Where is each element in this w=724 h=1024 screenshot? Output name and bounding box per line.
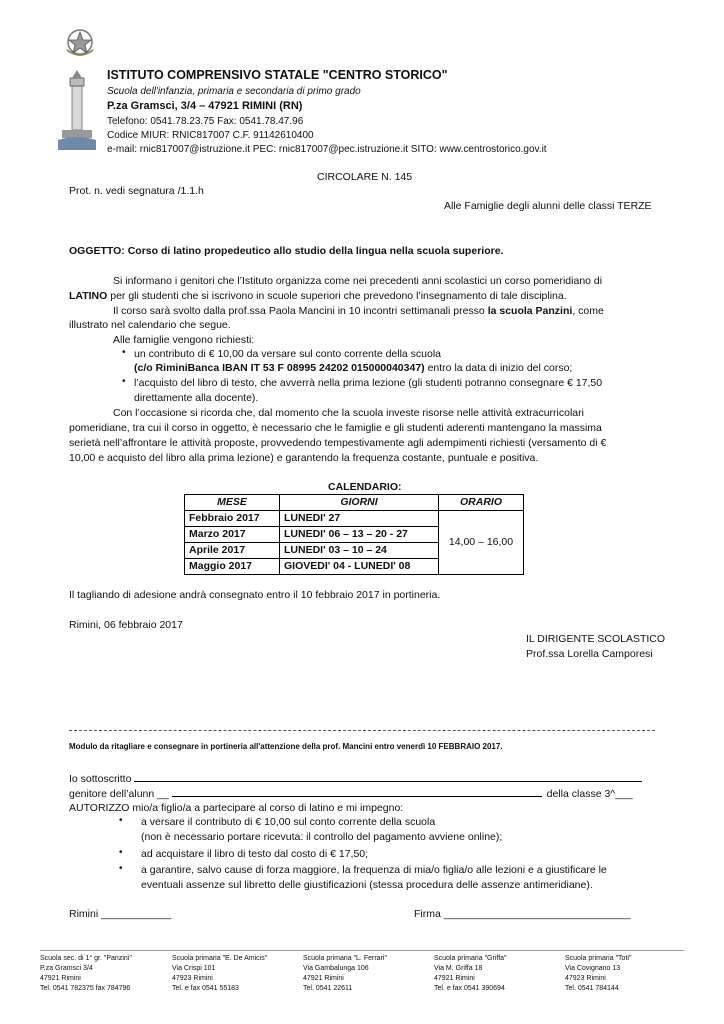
class-label: della classe 3^___ — [546, 788, 633, 800]
form-item3-line1: a garantire, salvo cause di forza maggiore, la frequenza di mia/o figlia/o alle lezioni e a giustificare le — [141, 864, 607, 876]
cell-giorni: GIOVEDI' 04 - LUNEDI' 08 — [280, 559, 439, 575]
footer-school-deamicis — [172, 954, 267, 994]
bullet1-rest: entro la data di inizio del corso; — [424, 362, 573, 374]
latino-bold: LATINO — [69, 290, 108, 302]
calendar-table — [184, 494, 524, 575]
date-place: Rimini, 06 febbraio 2017 — [69, 619, 183, 631]
signature-name: Prof.ssa Lorella Camporesi — [526, 648, 653, 660]
footer-school-city: 47923 Rimini — [565, 975, 606, 982]
footer-school-ferrari — [303, 954, 387, 994]
footer-school-name: Scuola primaria "Toti" — [565, 955, 632, 962]
cell-orario: 14,00 – 16,00 — [439, 511, 524, 575]
footer-school-addr: Via Crispi 101 — [172, 965, 216, 972]
recipients: Alle Famiglie degli alunni delle classi TERZE — [444, 200, 652, 212]
bullet1-line1: un contributo di € 10,00 da versare sul conto corrente della scuola — [134, 348, 442, 360]
panzini-bold: la scuola Panzini — [487, 305, 573, 317]
school-codes: Codice MIUR: RNIC817007 C.F. 91142610400 — [107, 130, 314, 141]
cell-mese: Marzo 2017 — [185, 527, 280, 543]
footer-school-name: Scuola primaria "E. De Amicis" — [172, 955, 268, 962]
form-line1 — [69, 771, 642, 787]
body-p1-line1: Si informano i genitori che l’Istituto organizza come nei precedenti anni scolastici un corso pomeridiano di — [113, 275, 603, 287]
form-item1-line1: a versare il contributo di € 10,00 sul conto corrente della scuola — [141, 816, 436, 828]
iban-bold: (c/o RiminiBanca IBAN IT 53 F 08995 24202 015000040347) — [134, 362, 425, 374]
parent-label: genitore dell’alunn __ — [69, 788, 169, 800]
bullet-icon: • — [122, 376, 126, 387]
footer-school-tel: Tel. e fax 0541 390694 — [434, 985, 505, 992]
student-name-field[interactable] — [172, 786, 542, 797]
form-item1-line2: (non è necessario portare ricevuta: il controllo del pagamento avviene online); — [141, 831, 503, 843]
bullet2-line1: l’acquisto del libro di testo, che avverrà nella prima lezione (gli studenti potranno consegnare € 17,50 — [134, 377, 603, 389]
footer-school-name: Scuola sec. di 1° gr. "Panzini" — [40, 955, 132, 962]
body-p4-line4: 10,00 e acquisto del libro alla prima lezione) e garantendo la frequenza costante, puntuale e positiva. — [69, 452, 539, 464]
body-p4-line3: serietà nell’affrontare le attività proposte, provvedendo tempestivamente agli adempimenti richiesti (versamento di € — [69, 437, 607, 449]
form-instruction: Modulo da ritagliare e consegnare in portineria all'attenzione della prof. Mancini entro venerdì 10 FEBBRAIO 2017. — [69, 742, 503, 751]
table-row — [185, 511, 524, 527]
footer-school-tel: Tel. 0541 782375 fax 784796 — [40, 985, 131, 992]
protocol-number: Prot. n. vedi segnatura /1.1.h — [69, 185, 204, 197]
form-line2 — [69, 786, 633, 802]
bullet-icon: • — [119, 863, 123, 874]
col-orario: ORARIO — [439, 495, 524, 511]
footer-school-panzini — [40, 954, 132, 994]
bullet-icon: • — [119, 847, 123, 858]
body-p2-a: Il corso sarà svolto dalla prof.ssa Paola Mancini in 10 incontri settimanali presso — [113, 305, 488, 317]
cell-giorni: LUNEDI' 06 – 13 – 20 - 27 — [280, 527, 439, 543]
calendar-title: CALENDARIO: — [328, 481, 402, 493]
footer-school-toti — [565, 954, 631, 994]
bullet2-line2: direttamente alla docente). — [134, 392, 259, 404]
signer-label: Io sottoscritto — [69, 773, 132, 785]
republic-emblem-icon — [62, 26, 98, 60]
footer-school-city: 47921 Rimini — [434, 975, 475, 982]
subject: OGGETTO: Corso di latino propedeutico allo studio della lingua nella scuola superiore. — [69, 245, 504, 257]
bullet-icon: • — [119, 815, 123, 826]
calendar-header-row — [185, 495, 524, 511]
cell-mese: Aprile 2017 — [185, 543, 280, 559]
body-p1-rest: per gli studenti che si iscrivono in scuole superiori che prevedono l’insegnamento di tale disciplina. — [107, 290, 567, 302]
cell-giorni: LUNEDI' 03 – 10 – 24 — [280, 543, 439, 559]
footer-school-name: Scuola primaria "Griffa" — [434, 955, 507, 962]
body-p1-line2 — [69, 289, 567, 304]
footer-school-tel: Tel. 0541 784144 — [565, 985, 619, 992]
form-item2: ad acquistare il libro di testo dal costo di € 17,50; — [141, 848, 369, 860]
footer-school-addr: P.za Gramsci 3/4 — [40, 965, 93, 972]
footer-school-tel: Tel. 0541 22611 — [303, 985, 353, 992]
body-p3: Alle famiglie vengono richiesti: — [113, 334, 255, 346]
footer-school-addr: Via Gambalunga 106 — [303, 965, 369, 972]
col-giorni: GIORNI — [280, 495, 439, 511]
school-phone: Telefono: 0541.78.23.75 Fax: 0541.78.47.96 — [107, 116, 304, 127]
cut-line — [69, 730, 655, 731]
adesione-note: Il tagliando di adesione andrà consegnato entro il 10 febbraio 2017 in portineria. — [69, 589, 441, 601]
signature-role: IL DIRIGENTE SCOLASTICO — [526, 633, 666, 645]
footer-school-city: 47921 Rimini — [40, 975, 81, 982]
cell-giorni: LUNEDI' 27 — [280, 511, 439, 527]
footer-school-name: Scuola primaria "L. Ferrari" — [303, 955, 387, 962]
cell-mese: Maggio 2017 — [185, 559, 280, 575]
body-p2-b: , come — [572, 305, 604, 317]
school-subtitle: Scuola dell'infanzia, primaria e secondaria di primo grado — [107, 86, 361, 97]
school-address: P.za Gramsci, 3/4 – 47921 RIMINI (RN) — [107, 100, 303, 112]
footer-school-addr: Via M. Griffa 18 — [434, 965, 483, 972]
lighthouse-logo-icon — [56, 64, 98, 152]
footer-school-griffa — [434, 954, 507, 994]
signer-name-field[interactable] — [134, 771, 642, 782]
footer-school-tel: Tel. e fax 0541 55183 — [172, 985, 239, 992]
form-item3-line2: eventuali assenze sul libretto delle giustificazioni (stessa procedura delle assenze antimeridiane). — [141, 879, 593, 891]
form-place-field[interactable]: Rimini ____________ — [69, 908, 172, 920]
bullet1-line2 — [134, 361, 572, 376]
cell-mese: Febbraio 2017 — [185, 511, 280, 527]
form-signature-field[interactable]: Firma ________________________________ — [414, 908, 631, 920]
authorize-text: AUTORIZZO mio/a figlio/a a partecipare al corso di latino e mi impegno: — [69, 802, 404, 814]
footer-school-city: 47921 Rimini — [303, 975, 344, 982]
school-name: ISTITUTO COMPRENSIVO STATALE "CENTRO STORICO" — [107, 68, 448, 82]
body-p4-line2: pomeridiane, tra cui il corso in oggetto, è necessario che le famiglie e gli studenti aderenti mantengano la massima — [69, 422, 602, 434]
footer-school-city: 47923 Rimini — [172, 975, 213, 982]
col-mese: MESE — [185, 495, 280, 511]
footer-rule — [40, 950, 684, 951]
school-contacts: e-mail: rnic817007@istruzione.it PEC: rnic817007@pec.istruzione.it SITO: www.centrostorico.gov.it — [107, 144, 547, 155]
circolare-number: CIRCOLARE N. 145 — [317, 171, 413, 183]
body-p4-line1: Con l’occasione si ricorda che, dal momento che la scuola investe risorse nelle attività extracurricolari — [113, 407, 584, 419]
footer-school-addr: Via Covignano 13 — [565, 965, 621, 972]
body-p2-line2: illustrato nel calendario che segue. — [69, 319, 231, 331]
bullet-icon: • — [122, 347, 126, 358]
body-p2-line1 — [113, 304, 604, 319]
